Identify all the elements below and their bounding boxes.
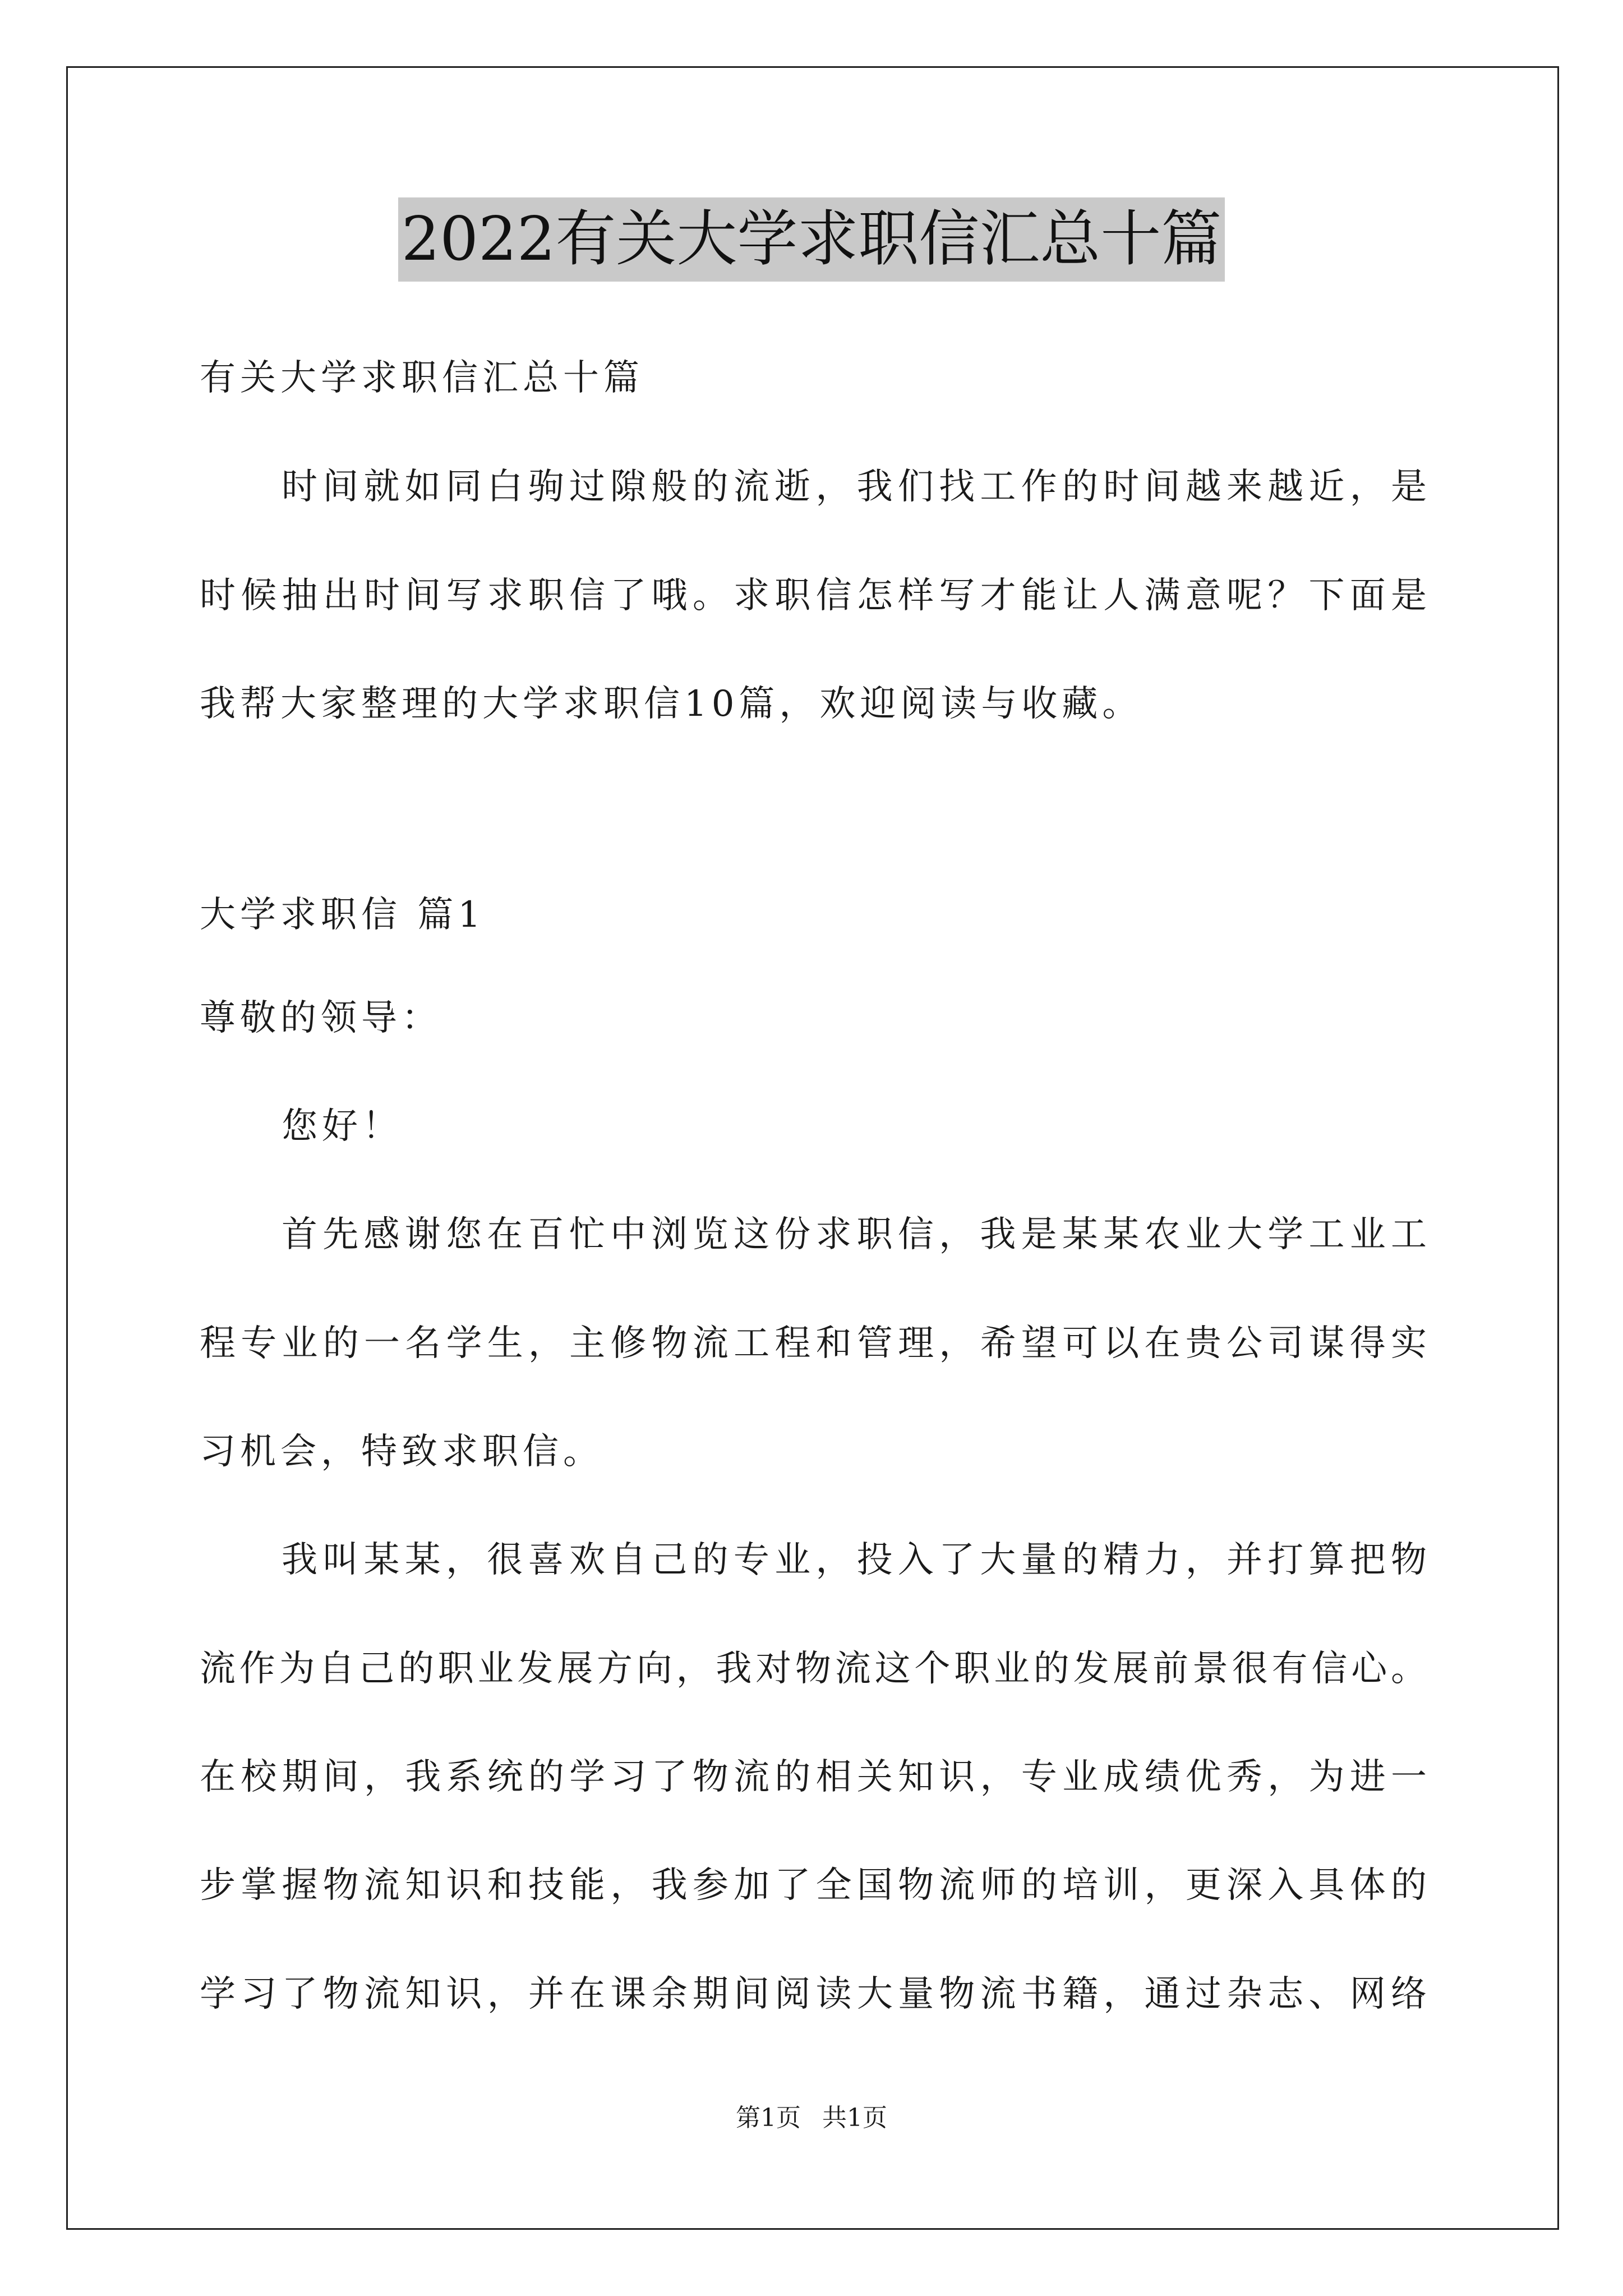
section-heading: 大学求职信 篇1 (200, 894, 486, 936)
paragraph-line: 学习了物流知识，并在课余期间阅读大量物流书籍，通过杂志、网络 (200, 1973, 1427, 2015)
paragraph-line: 在校期间，我系统的学习了物流的相关知识，专业成绩优秀，为进一 (200, 1756, 1427, 1798)
page-footer (0, 2101, 1623, 2135)
salutation-line: 尊敬的领导： (200, 997, 442, 1039)
page-number-current: 第1页 (736, 2104, 801, 2132)
paragraph-line: 流作为自己的职业发展方向，我对物流这个职业的发展前景很有信心。 (200, 1648, 1427, 1690)
paragraph-line: 步掌握物流知识和技能，我参加了全国物流师的培训，更深入具体的 (200, 1865, 1427, 1906)
page-number-total: 共1页 (822, 2104, 887, 2132)
paragraph-line: 我帮大家整理的大学求职信10篇，欢迎阅读与收藏。 (200, 683, 1143, 725)
title-container (0, 197, 1623, 282)
subtitle-line: 有关大学求职信汇总十篇 (200, 357, 644, 399)
paragraph-line: 时间就如同白驹过隙般的流逝，我们找工作的时间越来越近，是 (282, 466, 1427, 508)
paragraph-line: 时候抽出时间写求职信了哦。求职信怎样写才能让人满意呢？下面是 (200, 575, 1427, 616)
greeting-line: 您好！ (282, 1106, 403, 1147)
paragraph-line: 习机会，特致求职信。 (200, 1431, 603, 1473)
document-title: 2022有关大学求职信汇总十篇 (398, 197, 1225, 282)
paragraph-line: 我叫某某，很喜欢自己的专业，投入了大量的精力，并打算把物 (282, 1539, 1427, 1581)
paragraph-line: 程专业的一名学生，主修物流工程和管理，希望可以在贵公司谋得实 (200, 1323, 1427, 1364)
paragraph-line: 首先感谢您在百忙中浏览这份求职信，我是某某农业大学工业工 (282, 1214, 1427, 1255)
